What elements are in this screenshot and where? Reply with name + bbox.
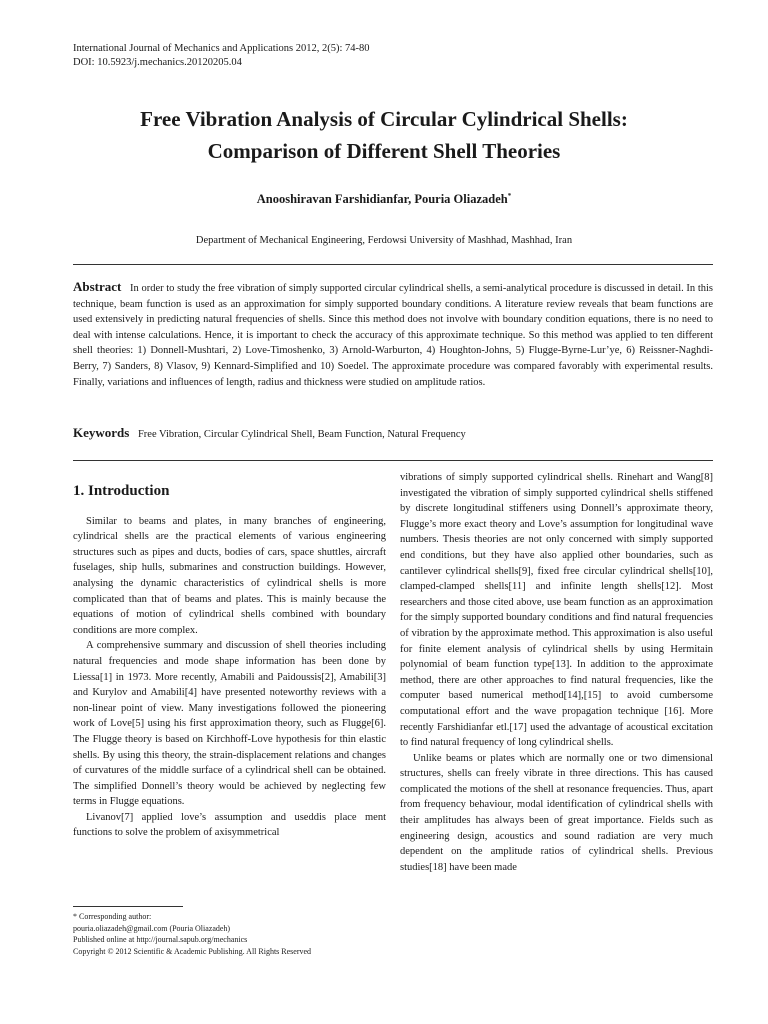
journal-citation: International Journal of Mechanics and Applications 2012, 2(5): 74-80: [73, 43, 370, 54]
right-column: [400, 470, 713, 875]
doi-line: DOI: 10.5923/j.mechanics.20120205.04: [73, 57, 242, 68]
affiliation: Department of Mechanical Engineering, Ferdowsi University of Mashhad, Mashhad, Iran: [195, 235, 573, 246]
body-paragraph: vibrations of simply supported cylindrical shells. Rinehart and Wang[8] investigated the vibration of simply supported cylindrical shells stiffened by discrete longitudinal stiffeners using Donnell’s approximate theory, Flugge’s more exact theory and Love’s assumption for longitudinal wave numbers. Thesis theories are not only concerned with simply supported end conditions, but they have also applied other boundaries, such as cantilever cylindrical shells[9], fixed free circular cylindrical shells[10], clamped-clamped shells[11] and infinite length shells[12]. Most researchers and those cited above, use beam function as an approximation for the simply supported boundary conditions and find natural frequencies of vibration by the approximate method. This approximation is also useful for finite element analysis of cylindrical shells by using Hermitain polynomial of beam function type[13]. In addition to the approximate method, there are other approaches to find natural frequencies, like the computer based numerical method[14],[15] to avoid cumbersome computational effort and the wave propagation technique [16]. More recently Farshidianfar etl.[17] used the advantage of acoustical excitation to find natural frequency of long cylindrical shells.: [400, 472, 713, 749]
footnote-published: Published online at http://journal.sapub.org/mechanics: [73, 935, 248, 944]
footnote-copyright: Copyright © 2012 Scientific & Academic Publishing. All Rights Reserved: [73, 946, 312, 956]
footnote-rule: [73, 906, 183, 907]
abstract: [73, 279, 713, 390]
author-names: Anooshiravan Farshidianfar, Pouria Oliazadeh: [256, 192, 508, 207]
keywords-bottom-rule: [73, 460, 713, 461]
abstract-text: In order to study the free vibration of simply supported circular cylindrical shells, a semi-analytical procedure is discussed in detail. In this technique, beam function is used as an approximation for simply supported boundary conditions. A literature review reveals that beam functions are used extensively in predicting natural frequencies of shells. Since this method does not involve with boundary condition equations, there is no need to deal with intense calculations. Hence, it is important to check the accuracy of this approximate technique. So this method was applied to ten different shell theories: 1) Donnell-Mushtari, 2) Love-Timoshenko, 3) Arnold-Warburton, 4) Houghton-Johns, 5) Flugge-Byrne-Lur’ye, 6) Reissner-Naghdi-Berry, 7) Sanders, 8) Vlasov, 9) Kennard-Simplified and 10) Soedel. The approximate procedure was compared favorably with experimental results. Finally, variations and influences of length, radius and thickness were studied on amplitude ratios.: [73, 283, 713, 388]
keywords-text: Free Vibration, Circular Cylindrical Shell, Beam Function, Natural Frequency: [137, 429, 466, 440]
body-paragraph: Similar to beams and plates, in many branches of engineering, cylindrical shells are the practical elements of various engineering structures such as pipes and ducts, bodies of cars, space shuttles, aircraft fuselages, ship hulls, submarines and construction buildings. However, analysing the dynamic characteristics of cylindrical shells is more complicated than that of beams and plates. This is mainly because the equations of motion of cylindrical shells combined with boundary conditions are more complex.: [73, 515, 386, 636]
left-column: [73, 478, 386, 841]
title-line-2: Comparison of Different Shell Theories: [207, 139, 561, 163]
journal-header: [73, 42, 370, 70]
footnote-email: pouria.oliazadeh@gmail.com (Pouria Oliazadeh): [73, 923, 231, 933]
paper-title: [40, 103, 728, 167]
abstract-top-rule: [73, 264, 713, 265]
body-paragraph: Unlike beams or plates which are normally one or two dimensional structures, shells can freely vibrate in three directions. This has caused complicated the motions of the shell at resonance frequencies. Thus, apart from frequency behaviour, modal identification of cylindrical shells with their amplitudes has always been of great importance. Fields such as engineering design, acoustics and sound radiation are very much dependent on the amplitude ratios of cylindrical shells. Previous studies[18] have been made: [400, 752, 713, 873]
keywords-label: Keywords: [73, 425, 130, 440]
author-list: [40, 192, 728, 207]
body-paragraph: Livanov[7] applied love’s assumption and useddis place ment functions to solve the problem of axisymmetrical: [73, 811, 386, 839]
footnote-corresponding: * Corresponding author:: [73, 912, 152, 921]
body-paragraph: A comprehensive summary and discussion of shell theories including natural frequencies and mode shape information has been done by Liessa[1] in 1973. More recently, Amabili and Paidoussis[2], Amabili[3] and Kurylov and Amabili[4] have presented noteworthy reviews with a non-linear point of view. Many investigations followed the pioneering work of Love[5] using his first approximation theory, such as Flugge[6]. The Flugge theory is based on Kirchhoff-Love hypothesis for thin elastic shells. By using this theory, the strain-displacement relations and changes of curvatures of the middle surface of a cylindrical shell can be obtained. The simplified Donnell’s theory would be achieved by neglecting few terms in Flugge equations.: [73, 640, 386, 808]
title-line-1: Free Vibration Analysis of Circular Cylindrical Shells:: [140, 107, 628, 131]
corresponding-author-mark: *: [507, 192, 512, 200]
abstract-label: Abstract: [73, 279, 122, 294]
keywords: [73, 425, 713, 443]
footnotes: [73, 911, 311, 957]
section-heading: 1. Introduction: [73, 483, 170, 499]
